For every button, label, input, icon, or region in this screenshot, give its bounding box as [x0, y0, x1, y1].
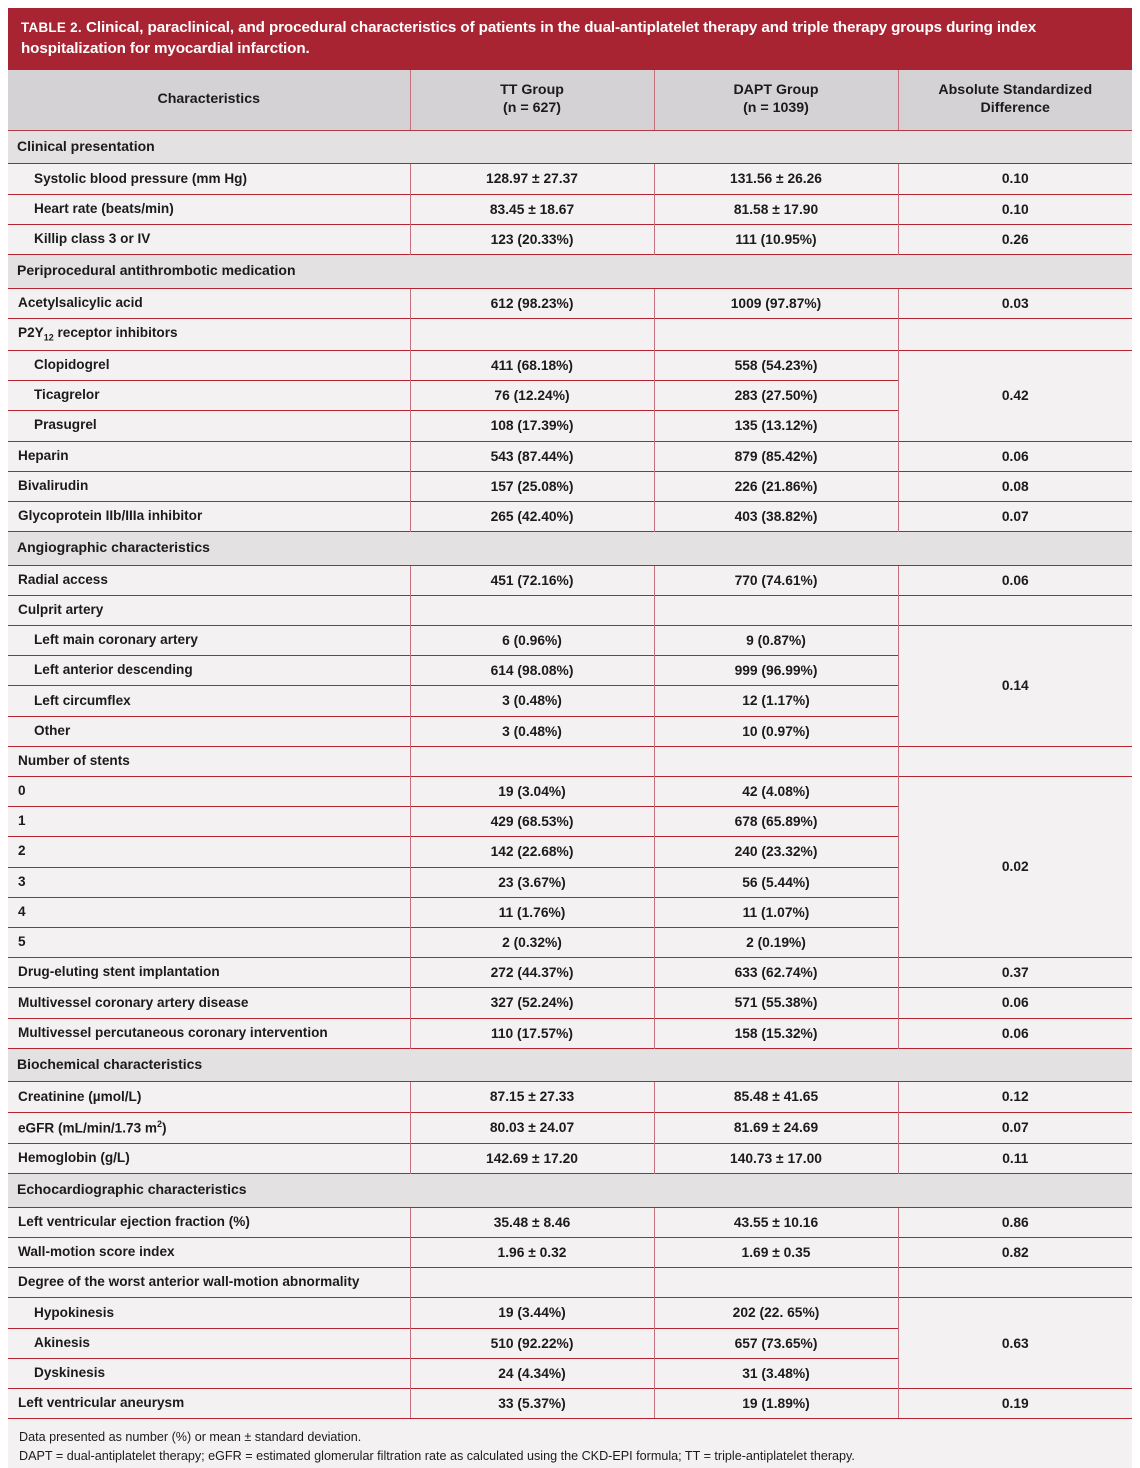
column-header-label: Characteristics — [157, 91, 261, 108]
cell-tt-group: 142.69 ± 17.20 — [410, 1144, 654, 1174]
cell-dapt-group: 678 (65.89%) — [654, 807, 898, 837]
row-label: Hypokinesis — [8, 1298, 410, 1328]
row-label: Other — [8, 716, 410, 746]
section-header-label: Angiographic characteristics — [8, 532, 1132, 566]
cell-tt-group: 429 (68.53%) — [410, 807, 654, 837]
cell-absolute-standardized-difference: 0.11 — [898, 1144, 1132, 1174]
cell-absolute-standardized-difference: 0.06 — [898, 565, 1132, 595]
cell-absolute-standardized-difference: 0.07 — [898, 1112, 1132, 1144]
cell-absolute-standardized-difference: 0.14 — [898, 625, 1132, 746]
row-label: 2 — [8, 837, 410, 867]
table-row — [8, 746, 1132, 776]
section-header-label: Echocardiographic characteristics — [8, 1174, 1132, 1208]
cell-absolute-standardized-difference — [898, 1268, 1132, 1298]
footnote-line: Data presented as number (%) or mean ± standard deviation. — [19, 1430, 362, 1445]
row-label: eGFR (mL/min/1.73 $m^2$) — [8, 1112, 410, 1144]
header-row — [8, 70, 1132, 130]
cell-dapt-group: 403 (38.82%) — [654, 501, 898, 531]
cell-tt-group — [410, 1268, 654, 1298]
cell-absolute-standardized-difference: 0.37 — [898, 958, 1132, 988]
cell-tt-group: 11 (1.76%) — [410, 897, 654, 927]
column-header-absolute-standardized-difference — [898, 70, 1132, 130]
cell-tt-group: 612 (98.23%) — [410, 288, 654, 318]
cell-tt-group: 411 (68.18%) — [410, 350, 654, 380]
cell-tt-group: 23 (3.67%) — [410, 867, 654, 897]
row-label: Wall-motion score index — [8, 1238, 410, 1268]
column-header-sublabel: Difference — [980, 100, 1050, 117]
cell-dapt-group: 31 (3.48%) — [654, 1358, 898, 1388]
row-label: 0 — [8, 776, 410, 806]
cell-tt-group: 327 (52.24%) — [410, 988, 654, 1018]
cell-absolute-standardized-difference: 0.86 — [898, 1207, 1132, 1237]
table-row — [8, 1018, 1132, 1048]
table-row — [8, 1238, 1132, 1268]
cell-tt-group: 128.97 ± 27.37 — [410, 164, 654, 194]
cell-tt-group — [410, 318, 654, 350]
cell-tt-group: 80.03 ± 24.07 — [410, 1112, 654, 1144]
column-header-sublabel: (n = 627) — [503, 100, 561, 117]
cell-absolute-standardized-difference: 0.03 — [898, 288, 1132, 318]
cell-dapt-group: 81.69 ± 24.69 — [654, 1112, 898, 1144]
row-label: Glycoprotein IIb/IIIa inhibitor — [8, 501, 410, 531]
cell-dapt-group: 558 (54.23%) — [654, 350, 898, 380]
cell-dapt-group: 633 (62.74%) — [654, 958, 898, 988]
row-label: Clopidogrel — [8, 350, 410, 380]
cell-dapt-group — [654, 746, 898, 776]
table-row — [8, 164, 1132, 194]
section-header-row — [8, 130, 1132, 164]
column-header-label: Absolute Standardized — [938, 82, 1093, 99]
row-label: 3 — [8, 867, 410, 897]
cell-tt-group: 123 (20.33%) — [410, 224, 654, 254]
cell-dapt-group: 158 (15.32%) — [654, 1018, 898, 1048]
row-label: Ticagrelor — [8, 381, 410, 411]
cell-tt-group: 3 (0.48%) — [410, 686, 654, 716]
table-row — [8, 501, 1132, 531]
cell-absolute-standardized-difference: 0.06 — [898, 1018, 1132, 1048]
section-header-label: Biochemical characteristics — [8, 1048, 1132, 1082]
row-label: Radial access — [8, 565, 410, 595]
row-label: 5 — [8, 928, 410, 958]
cell-tt-group: 83.45 ± 18.67 — [410, 194, 654, 224]
cell-tt-group: 157 (25.08%) — [410, 471, 654, 501]
cell-dapt-group: 19 (1.89%) — [654, 1389, 898, 1419]
table-row — [8, 1207, 1132, 1237]
cell-tt-group: 451 (72.16%) — [410, 565, 654, 595]
table-row — [8, 288, 1132, 318]
cell-tt-group: 3 (0.48%) — [410, 716, 654, 746]
column-header-label: DAPT Group — [733, 82, 819, 99]
section-header-row — [8, 1048, 1132, 1082]
cell-tt-group: 265 (42.40%) — [410, 501, 654, 531]
row-label: Left ventricular ejection fraction (%) — [8, 1207, 410, 1237]
row-label: Creatinine (µmol/L) — [8, 1082, 410, 1112]
table-row — [8, 958, 1132, 988]
row-label: Left ventricular aneurysm — [8, 1389, 410, 1419]
table-row — [8, 471, 1132, 501]
cell-absolute-standardized-difference: 0.12 — [898, 1082, 1132, 1112]
table-row — [8, 194, 1132, 224]
cell-tt-group: 272 (44.37%) — [410, 958, 654, 988]
cell-absolute-standardized-difference: 0.06 — [898, 988, 1132, 1018]
table-title-bar — [8, 8, 1132, 70]
row-label: 4 — [8, 897, 410, 927]
row-label: Multivessel percutaneous coronary intervention — [8, 1018, 410, 1048]
cell-dapt-group — [654, 595, 898, 625]
table-row — [8, 988, 1132, 1018]
cell-tt-group: 1.96 ± 0.32 — [410, 1238, 654, 1268]
cell-dapt-group: 240 (23.32%) — [654, 837, 898, 867]
row-label: 1 — [8, 807, 410, 837]
footnote-line: DAPT = dual-antiplatelet therapy; eGFR = estimated glomerular filtration rate as calculated using the CKD-EPI formula; TT = triple-antiplatelet therapy. — [19, 1448, 855, 1463]
cell-absolute-standardized-difference: 0.08 — [898, 471, 1132, 501]
cell-tt-group: 108 (17.39%) — [410, 411, 654, 441]
cell-absolute-standardized-difference: 0.07 — [898, 501, 1132, 531]
row-label: Akinesis — [8, 1328, 410, 1358]
cell-tt-group: 35.48 ± 8.46 — [410, 1207, 654, 1237]
cell-tt-group — [410, 746, 654, 776]
cell-dapt-group: 770 (74.61%) — [654, 565, 898, 595]
cell-dapt-group: 81.58 ± 17.90 — [654, 194, 898, 224]
table-row — [8, 350, 1132, 380]
cell-absolute-standardized-difference: 0.26 — [898, 224, 1132, 254]
cell-absolute-standardized-difference — [898, 595, 1132, 625]
table-number-label: TABLE 2. — [21, 20, 82, 35]
cell-absolute-standardized-difference — [898, 746, 1132, 776]
table-row — [8, 1144, 1132, 1174]
section-header-row — [8, 532, 1132, 566]
cell-tt-group: 33 (5.37%) — [410, 1389, 654, 1419]
table-row — [8, 1389, 1132, 1419]
section-header-row — [8, 1174, 1132, 1208]
table-title-text: Clinical, paraclinical, and procedural characteristics of patients in the dual-antiplatelet therapy and triple therapy groups during index hospitalization for myocardial infarction. — [21, 19, 1037, 57]
characteristics-table — [8, 70, 1132, 1418]
cell-absolute-standardized-difference: 0.02 — [898, 776, 1132, 957]
cell-tt-group: 614 (98.08%) — [410, 656, 654, 686]
cell-tt-group: 87.15 ± 27.33 — [410, 1082, 654, 1112]
row-label: $P2Y_{12}$ receptor inhibitors — [8, 318, 410, 350]
cell-tt-group: 110 (17.57%) — [410, 1018, 654, 1048]
table-row — [8, 318, 1132, 350]
row-label: Left anterior descending — [8, 656, 410, 686]
column-header-label: TT Group — [500, 82, 564, 99]
cell-dapt-group: 1.69 ± 0.35 — [654, 1238, 898, 1268]
cell-dapt-group: 9 (0.87%) — [654, 625, 898, 655]
column-header-sublabel: (n = 1039) — [743, 100, 809, 117]
cell-absolute-standardized-difference: 0.82 — [898, 1238, 1132, 1268]
cell-dapt-group: 111 (10.95%) — [654, 224, 898, 254]
cell-tt-group: 543 (87.44%) — [410, 441, 654, 471]
cell-tt-group: 24 (4.34%) — [410, 1358, 654, 1388]
cell-dapt-group: 140.73 ± 17.00 — [654, 1144, 898, 1174]
cell-tt-group: 76 (12.24%) — [410, 381, 654, 411]
table-row — [8, 1298, 1132, 1328]
cell-dapt-group: 10 (0.97%) — [654, 716, 898, 746]
table-row — [8, 595, 1132, 625]
cell-dapt-group: 12 (1.17%) — [654, 686, 898, 716]
cell-dapt-group: 43.55 ± 10.16 — [654, 1207, 898, 1237]
cell-dapt-group — [654, 318, 898, 350]
table-body — [8, 130, 1132, 1418]
cell-dapt-group: 999 (96.99%) — [654, 656, 898, 686]
table-row — [8, 1268, 1132, 1298]
row-label: Acetylsalicylic acid — [8, 288, 410, 318]
cell-dapt-group: 56 (5.44%) — [654, 867, 898, 897]
table-row — [8, 1082, 1132, 1112]
row-label: Systolic blood pressure (mm Hg) — [8, 164, 410, 194]
cell-dapt-group: 11 (1.07%) — [654, 897, 898, 927]
table-row — [8, 224, 1132, 254]
cell-dapt-group: 202 (22. 65%) — [654, 1298, 898, 1328]
row-label: Heparin — [8, 441, 410, 471]
cell-absolute-standardized-difference: 0.10 — [898, 194, 1132, 224]
cell-tt-group: 2 (0.32%) — [410, 928, 654, 958]
row-label: Multivessel coronary artery disease — [8, 988, 410, 1018]
cell-absolute-standardized-difference — [898, 318, 1132, 350]
cell-dapt-group: 2 (0.19%) — [654, 928, 898, 958]
cell-dapt-group: 1009 (97.87%) — [654, 288, 898, 318]
cell-tt-group: 510 (92.22%) — [410, 1328, 654, 1358]
cell-tt-group: 19 (3.04%) — [410, 776, 654, 806]
cell-dapt-group: 571 (55.38%) — [654, 988, 898, 1018]
table-row — [8, 625, 1132, 655]
cell-dapt-group: 226 (21.86%) — [654, 471, 898, 501]
cell-absolute-standardized-difference: 0.63 — [898, 1298, 1132, 1389]
cell-dapt-group: 85.48 ± 41.65 — [654, 1082, 898, 1112]
table-footnotes — [8, 1418, 1132, 1468]
cell-tt-group: 19 (3.44%) — [410, 1298, 654, 1328]
table-head — [8, 70, 1132, 130]
cell-absolute-standardized-difference: 0.10 — [898, 164, 1132, 194]
cell-dapt-group — [654, 1268, 898, 1298]
table-card — [8, 8, 1132, 1468]
section-header-label: Clinical presentation — [8, 130, 1132, 164]
row-label: Number of stents — [8, 746, 410, 776]
row-label: Drug-eluting stent implantation — [8, 958, 410, 988]
column-header-characteristics — [8, 70, 410, 130]
row-label: Left circumflex — [8, 686, 410, 716]
cell-dapt-group: 131.56 ± 26.26 — [654, 164, 898, 194]
row-label: Heart rate (beats/min) — [8, 194, 410, 224]
column-header-dapt-group — [654, 70, 898, 130]
cell-absolute-standardized-difference: 0.19 — [898, 1389, 1132, 1419]
cell-dapt-group: 42 (4.08%) — [654, 776, 898, 806]
cell-absolute-standardized-difference: 0.06 — [898, 441, 1132, 471]
cell-dapt-group: 657 (73.65%) — [654, 1328, 898, 1358]
row-label: Left main coronary artery — [8, 625, 410, 655]
section-header-label: Periprocedural antithrombotic medication — [8, 255, 1132, 289]
row-label: Bivalirudin — [8, 471, 410, 501]
cell-tt-group: 6 (0.96%) — [410, 625, 654, 655]
section-header-row — [8, 255, 1132, 289]
row-label: Culprit artery — [8, 595, 410, 625]
row-label: Dyskinesis — [8, 1358, 410, 1388]
cell-dapt-group: 283 (27.50%) — [654, 381, 898, 411]
cell-dapt-group: 879 (85.42%) — [654, 441, 898, 471]
row-label: Prasugrel — [8, 411, 410, 441]
cell-absolute-standardized-difference: 0.42 — [898, 350, 1132, 441]
cell-tt-group — [410, 595, 654, 625]
table-row — [8, 1112, 1132, 1144]
row-label: Killip class 3 or IV — [8, 224, 410, 254]
table-row — [8, 565, 1132, 595]
column-header-tt-group — [410, 70, 654, 130]
row-label: Hemoglobin (g/L) — [8, 1144, 410, 1174]
cell-dapt-group: 135 (13.12%) — [654, 411, 898, 441]
table-row — [8, 776, 1132, 806]
row-label: Degree of the worst anterior wall-motion abnormality — [8, 1268, 410, 1298]
table-row — [8, 441, 1132, 471]
cell-tt-group: 142 (22.68%) — [410, 837, 654, 867]
